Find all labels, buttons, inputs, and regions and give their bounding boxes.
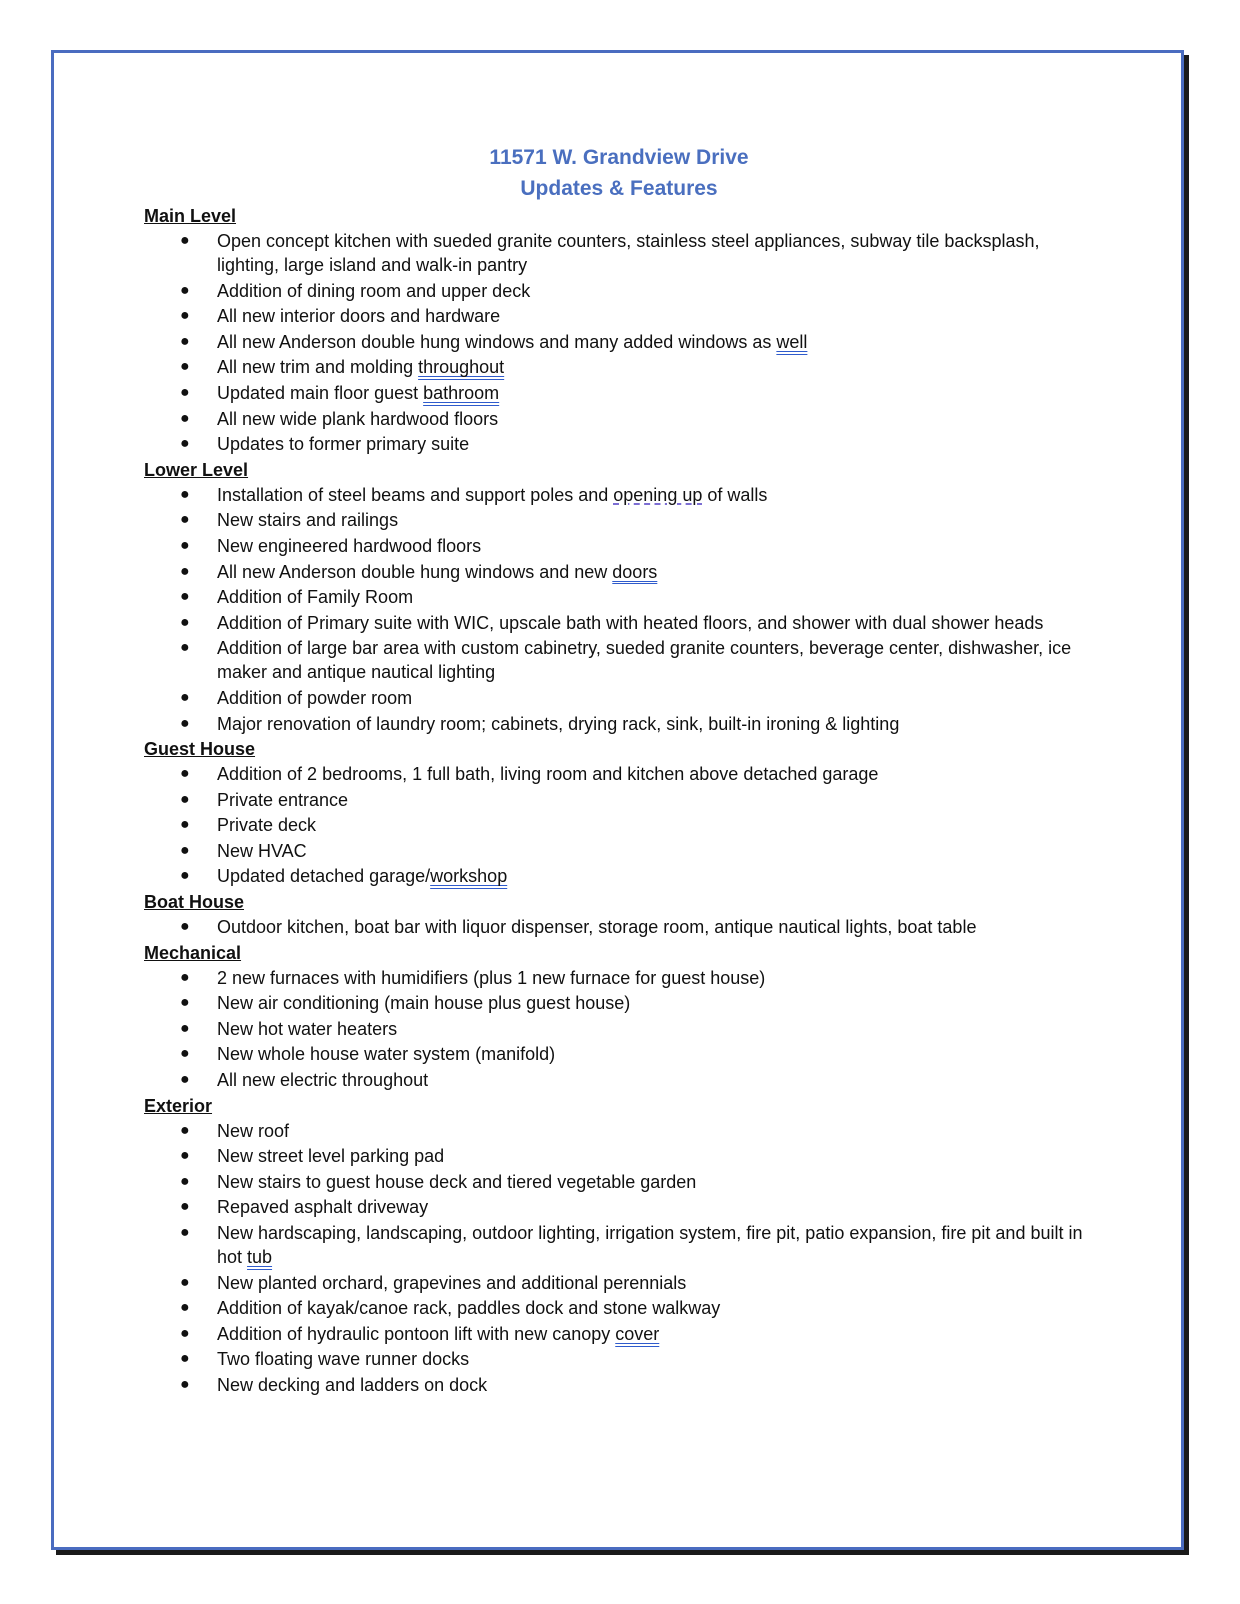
- list-item-text: All new electric throughout: [217, 1070, 429, 1091]
- bullet-icon: ●: [180, 435, 190, 453]
- list-item: [144, 1195, 1084, 1219]
- list-item: [144, 1068, 1084, 1092]
- list-item: [144, 1017, 1084, 1041]
- spellcheck-flagged-word[interactable]: well: [776, 331, 808, 352]
- spellcheck-flagged-word[interactable]: cover: [615, 1323, 660, 1344]
- bullet-icon: ●: [180, 383, 190, 401]
- bullet-icon: ●: [180, 1019, 190, 1037]
- bullet-icon: ●: [180, 790, 190, 808]
- bullet-icon: ●: [180, 1299, 190, 1317]
- list-item: [144, 966, 1084, 990]
- list-item-text: All new trim and molding: [217, 357, 419, 378]
- spellcheck-flagged-word[interactable]: throughout: [418, 357, 505, 378]
- bullet-icon: ●: [180, 1224, 190, 1241]
- list-item: [144, 279, 1084, 303]
- list-item: [144, 1170, 1084, 1194]
- grammar-flagged-phrase[interactable]: opening up: [613, 484, 703, 505]
- document-body: [144, 142, 1084, 1399]
- list-item-text-tail: of walls: [702, 484, 768, 505]
- spellcheck-flagged-word[interactable]: doors: [612, 561, 658, 582]
- list-item-text: New whole house water system (manifold): [217, 1044, 556, 1065]
- bullet-icon: ●: [180, 1045, 190, 1063]
- bullet-icon: ●: [180, 1121, 190, 1139]
- section-heading: Boat House: [144, 892, 245, 913]
- bullet-icon: ●: [180, 639, 190, 657]
- document-title-address: 11571 W. Grandview Drive: [489, 146, 749, 169]
- list-item: [144, 864, 1084, 888]
- section-heading: Main Level: [144, 206, 237, 226]
- bullet-icon: ●: [180, 994, 190, 1012]
- spellcheck-flagged-word[interactable]: bathroom: [423, 382, 500, 403]
- list-item: [144, 560, 1084, 584]
- bullet-icon: ●: [180, 968, 190, 986]
- list-item: [144, 1347, 1084, 1371]
- list-item-text: New engineered hardwood floors: [217, 535, 482, 556]
- document-title-subtitle: Updates & Features: [520, 177, 718, 200]
- bullet-icon: ●: [180, 1172, 190, 1190]
- bullet-list: [144, 1119, 1084, 1397]
- list-item-text: Updates to former primary suite: [217, 434, 470, 455]
- list-item: [144, 483, 1084, 507]
- list-item-text: All new Anderson double hung windows and new: [217, 561, 613, 582]
- bullet-icon: ●: [180, 1324, 190, 1342]
- list-item-text: New hot water heaters: [217, 1018, 398, 1039]
- list-item: [144, 991, 1084, 1015]
- bullet-icon: ●: [180, 714, 190, 732]
- list-item: [144, 1119, 1084, 1143]
- bullet-icon: ●: [180, 816, 190, 834]
- list-item-text: Addition of Family Room: [217, 587, 414, 608]
- list-item-text: Major renovation of laundry room; cabinets, drying rack, sink, built-in ironing & lighting: [217, 713, 900, 734]
- bullet-icon: ●: [180, 1273, 190, 1291]
- list-item: [144, 355, 1084, 379]
- list-item-text: Addition of Primary suite with WIC, upscale bath with heated floors, and shower with dual shower heads: [217, 612, 1044, 633]
- list-item: [144, 1144, 1084, 1168]
- list-item: [144, 915, 1084, 939]
- list-item: [144, 1221, 1084, 1269]
- list-item: [144, 636, 1084, 684]
- bullet-icon: ●: [180, 358, 190, 376]
- list-item: [144, 1042, 1084, 1066]
- bullet-list: [144, 762, 1084, 888]
- list-item-text: New HVAC: [217, 840, 307, 861]
- list-item-text: 2 new furnaces with humidifiers (plus 1 new furnace for guest house): [217, 967, 766, 988]
- spellcheck-flagged-word[interactable]: workshop: [430, 866, 508, 887]
- list-item-text: New air conditioning (main house plus guest house): [217, 993, 631, 1014]
- sections-container: [144, 204, 1084, 1397]
- bullet-icon: ●: [180, 281, 190, 299]
- list-item-text: Addition of dining room and upper deck: [217, 280, 531, 301]
- list-item-text: Open concept kitchen with sueded granite counters, stainless steel appliances, subway tile backsplash, lighting, large island and walk-in pantry: [217, 231, 1040, 275]
- list-item-text: Addition of 2 bedrooms, 1 full bath, living room and kitchen above detached garage: [217, 764, 879, 785]
- list-item-text: New planted orchard, grapevines and additional perennials: [217, 1272, 687, 1293]
- list-item: [144, 712, 1084, 736]
- list-item-text: Two floating wave runner docks: [217, 1349, 470, 1370]
- bullet-icon: ●: [180, 536, 190, 554]
- list-item-text: New stairs to guest house deck and tiered vegetable garden: [217, 1171, 697, 1192]
- list-item-text: New decking and ladders on dock: [217, 1374, 488, 1395]
- list-item: [144, 1373, 1084, 1397]
- section-heading: Guest House: [144, 739, 256, 760]
- list-item-text: Addition of powder room: [217, 687, 413, 708]
- list-item-text: All new interior doors and hardware: [217, 306, 501, 327]
- bullet-icon: ●: [180, 918, 190, 936]
- section-heading: Mechanical: [144, 942, 242, 963]
- list-item-text: Addition of hydraulic pontoon lift with new canopy: [217, 1323, 616, 1344]
- list-item-text: All new wide plank hardwood floors: [217, 408, 499, 429]
- bullet-icon: ●: [180, 562, 190, 580]
- list-item: [144, 686, 1084, 710]
- list-item: [144, 1296, 1084, 1320]
- list-item: [144, 788, 1084, 812]
- list-item: [144, 508, 1084, 532]
- bullet-icon: ●: [180, 307, 190, 325]
- list-item-text: New stairs and railings: [217, 510, 399, 531]
- list-item-text: Updated main floor guest: [217, 382, 424, 403]
- list-item-text: New street level parking pad: [217, 1146, 445, 1167]
- list-item-text: Addition of kayak/canoe rack, paddles dock and stone walkway: [217, 1298, 721, 1319]
- list-item-text: Installation of steel beams and support poles and: [217, 484, 614, 505]
- bullet-icon: ●: [180, 1350, 190, 1368]
- list-item-text: Repaved asphalt driveway: [217, 1197, 429, 1218]
- bullet-list: [144, 966, 1084, 1092]
- list-item: [144, 1271, 1084, 1295]
- bullet-icon: ●: [180, 1375, 190, 1393]
- bullet-icon: ●: [180, 1198, 190, 1216]
- list-item: [144, 229, 1084, 277]
- list-item: [144, 611, 1084, 635]
- list-item: [144, 813, 1084, 837]
- list-item: [144, 762, 1084, 786]
- list-item: [144, 1322, 1084, 1346]
- bullet-icon: ●: [180, 511, 190, 529]
- list-item-text: Outdoor kitchen, boat bar with liquor dispenser, storage room, antique nautical lights, boat table: [217, 917, 977, 938]
- bullet-list: [144, 915, 1084, 939]
- bullet-icon: ●: [180, 232, 190, 249]
- list-item: [144, 330, 1084, 354]
- list-item: [144, 381, 1084, 405]
- bullet-icon: ●: [180, 1071, 190, 1089]
- list-item: [144, 534, 1084, 558]
- bullet-icon: ●: [180, 332, 190, 350]
- list-item: [144, 407, 1084, 431]
- bullet-icon: ●: [180, 688, 190, 706]
- section-heading: Exterior: [144, 1095, 213, 1116]
- bullet-list: [144, 229, 1084, 456]
- bullet-icon: ●: [180, 485, 190, 503]
- list-item-text: Private deck: [217, 815, 317, 836]
- list-item-text: New roof: [217, 1120, 290, 1141]
- section-heading: Lower Level: [144, 459, 249, 480]
- list-item: [144, 839, 1084, 863]
- list-item: [144, 585, 1084, 609]
- bullet-icon: ●: [180, 409, 190, 427]
- list-item-text: Addition of large bar area with custom cabinetry, sueded granite counters, beverage center, dishwasher, ice maker and antique nautical lighting: [217, 638, 1072, 683]
- list-item-text: New hardscaping, landscaping, outdoor lighting, irrigation system, fire pit, patio expansion, fire pit and built in hot: [217, 1223, 1083, 1267]
- bullet-icon: ●: [180, 841, 190, 859]
- spellcheck-flagged-word[interactable]: tub: [247, 1247, 273, 1267]
- list-item-text: Updated detached garage/: [217, 866, 431, 887]
- list-item: [144, 304, 1084, 328]
- bullet-icon: ●: [180, 867, 190, 885]
- bullet-icon: ●: [180, 765, 190, 783]
- bullet-icon: ●: [180, 613, 190, 631]
- list-item-text: Private entrance: [217, 789, 349, 810]
- bullet-icon: ●: [180, 1147, 190, 1165]
- bullet-list: [144, 483, 1084, 736]
- bullet-icon: ●: [180, 588, 190, 606]
- list-item: [144, 432, 1084, 456]
- list-item-text: All new Anderson double hung windows and many added windows as: [217, 331, 777, 352]
